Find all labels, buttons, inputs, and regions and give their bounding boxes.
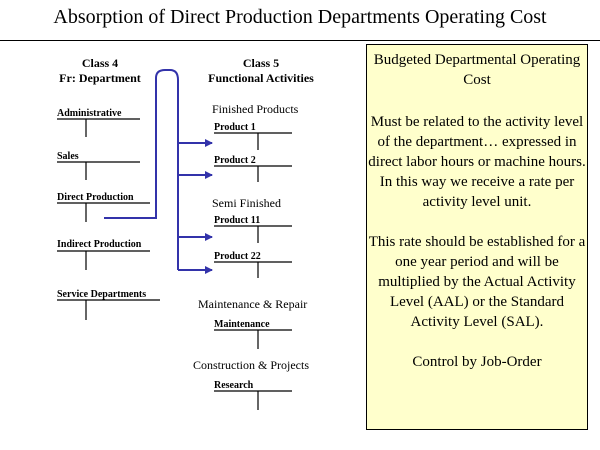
account-direct-production: Direct Production (57, 192, 134, 203)
account-research: Research (214, 380, 254, 391)
group-finished-products: Finished Products (212, 102, 299, 116)
account-product-11: Product 11 (214, 215, 261, 226)
account-product-2: Product 2 (214, 155, 256, 166)
box-paragraph-control: Control by Job-Order (412, 354, 542, 370)
class4-header-line2: Fr: Department (59, 71, 141, 85)
account-service-departments: Service Departments (57, 289, 147, 300)
account-product-22: Product 22 (214, 251, 261, 262)
box-paragraph-rate: Must be related to the activity level of the department… expressed in direct labor hours or machine hours. In this way we receive a rate per activity level unit. (368, 114, 586, 210)
allocation-arrows (104, 70, 212, 270)
group-construction-projects: Construction & Projects (193, 358, 309, 372)
t-account-sales (57, 162, 140, 180)
t-account-research (214, 391, 292, 410)
box-heading: Budgeted Departmental Operating Cost (373, 52, 581, 88)
page-title: Absorption of Direct Production Departments Operating Cost (53, 6, 547, 28)
t-account-maintenance (214, 330, 292, 349)
t-account-service-departments (57, 300, 160, 320)
t-account-administrative (57, 119, 140, 137)
account-product-1: Product 1 (214, 122, 256, 133)
account-maintenance: Maintenance (214, 319, 270, 330)
t-account-indirect-production (57, 251, 150, 270)
account-sales: Sales (57, 151, 79, 162)
t-account-product-22 (214, 262, 292, 278)
group-maintenance-repair: Maintenance & Repair (198, 297, 308, 311)
t-account-product-2 (214, 166, 292, 182)
class4-header-line1: Class 4 (81, 56, 119, 70)
box-paragraph-period: This rate should be established for a one year period and will be multiplied by the Actual Activity Level (AAL) or the Standard Activity Level (SAL). (368, 234, 586, 330)
account-indirect-production: Indirect Production (57, 239, 142, 250)
group-semi-finished: Semi Finished (212, 196, 282, 210)
account-administrative: Administrative (57, 108, 122, 119)
class5-header-line2: Functional Activities (208, 71, 314, 85)
t-account-product-1 (214, 133, 292, 150)
class5-header-line1: Class 5 (242, 56, 280, 70)
explanation-box (366, 44, 588, 430)
t-account-direct-production (57, 203, 150, 222)
t-account-product-11 (214, 226, 292, 243)
allocation-trunk (104, 70, 178, 270)
